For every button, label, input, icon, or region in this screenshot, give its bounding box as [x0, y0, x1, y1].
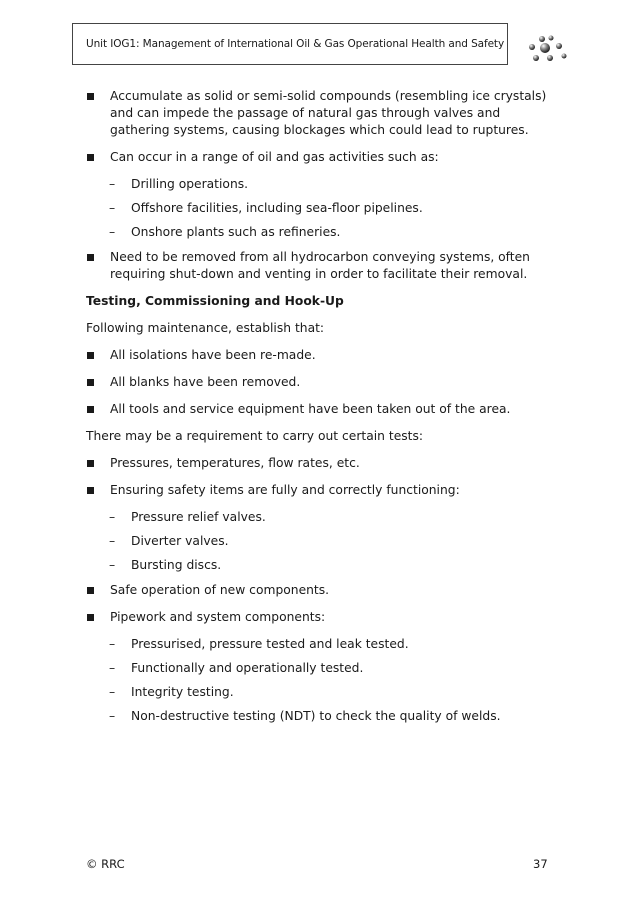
dash-bullet-icon: – — [109, 558, 116, 572]
square-bullet-icon — [87, 406, 94, 413]
square-bullet-icon — [87, 487, 94, 494]
square-bullet-icon — [87, 587, 94, 594]
bullet-item — [86, 88, 556, 139]
dash-text: Offshore facilities, including sea-floor pipelines. — [131, 201, 423, 215]
dash-bullet-icon: – — [109, 225, 116, 239]
running-header — [72, 23, 508, 65]
square-bullet-icon — [87, 254, 94, 261]
sub-bullet-item — [86, 533, 556, 550]
dash-text: Diverter valves. — [131, 534, 229, 548]
sub-bullet-item — [86, 636, 556, 653]
footer-page-number: 37 — [533, 857, 548, 871]
bullet-text: Ensuring safety items are fully and correctly functioning: — [110, 483, 460, 497]
dash-text: Pressure relief valves. — [131, 510, 266, 524]
bullet-item — [86, 455, 556, 472]
square-bullet-icon — [87, 352, 94, 359]
bullet-item — [86, 401, 556, 418]
dash-text: Integrity testing. — [131, 685, 234, 699]
bullet-text: Pipework and system components: — [110, 610, 326, 624]
bullet-item — [86, 609, 556, 626]
dash-bullet-icon: – — [109, 685, 116, 699]
dash-bullet-icon: – — [109, 510, 116, 524]
bullet-text: All isolations have been re-made. — [110, 348, 316, 362]
sub-bullet-item — [86, 176, 556, 193]
bullet-item — [86, 249, 556, 283]
sub-bullet-item — [86, 509, 556, 526]
bullet-item — [86, 582, 556, 599]
bullet-item — [86, 149, 556, 166]
bullet-text: All tools and service equipment have been taken out of the area. — [110, 402, 511, 416]
square-bullet-icon — [87, 460, 94, 467]
square-bullet-icon — [87, 93, 94, 100]
sub-bullet-item — [86, 684, 556, 701]
dash-bullet-icon: – — [109, 661, 116, 675]
square-bullet-icon — [87, 379, 94, 386]
heading-text: Testing, Commissioning and Hook-Up — [86, 294, 344, 308]
rrc-logo-icon — [526, 34, 570, 66]
sub-bullet-item — [86, 708, 556, 725]
dash-bullet-icon: – — [109, 534, 116, 548]
dash-bullet-icon: – — [109, 201, 116, 215]
section-heading — [86, 293, 556, 310]
dash-text: Functionally and operationally tested. — [131, 661, 364, 675]
dash-text: Drilling operations. — [131, 177, 249, 191]
bullet-text: Can occur in a range of oil and gas activities such as: — [110, 150, 439, 164]
bullet-item — [86, 347, 556, 364]
bullet-text: All blanks have been removed. — [110, 375, 301, 389]
footer-copyright: © RRC — [86, 857, 125, 871]
paragraph — [86, 320, 556, 337]
square-bullet-icon — [87, 154, 94, 161]
dash-text: Bursting discs. — [131, 558, 222, 572]
header-title: Unit IOG1: Management of International Oil & Gas Operational Health and Safety — [86, 38, 505, 50]
sub-bullet-item — [86, 224, 556, 241]
dash-bullet-icon: – — [109, 709, 116, 723]
sub-bullet-item — [86, 557, 556, 574]
sub-bullet-item — [86, 660, 556, 677]
sub-bullet-item — [86, 200, 556, 217]
bullet-text: Pressures, temperatures, flow rates, etc. — [110, 456, 360, 470]
dash-text: Non-destructive testing (NDT) to check the quality of welds. — [131, 709, 501, 723]
page-body — [86, 88, 556, 732]
para-text: There may be a requirement to carry out certain tests: — [86, 429, 424, 443]
bullet-item — [86, 374, 556, 391]
bullet-item — [86, 482, 556, 499]
dash-bullet-icon: – — [109, 637, 116, 651]
dash-text: Pressurised, pressure tested and leak tested. — [131, 637, 409, 651]
para-text: Following maintenance, establish that: — [86, 321, 325, 335]
square-bullet-icon — [87, 614, 94, 621]
bullet-text: Need to be removed from all hydrocarbon conveying systems, often requiring shut-down and venting in order to facilitate their removal. — [110, 250, 530, 281]
bullet-text: Accumulate as solid or semi-solid compounds (resembling ice crystals) and can impede the passage of natural gas through valves and gathering systems, causing blockages which could lead to ruptures. — [110, 89, 547, 137]
bullet-text: Safe operation of new components. — [110, 583, 330, 597]
paragraph — [86, 428, 556, 445]
dash-bullet-icon: – — [109, 177, 116, 191]
dash-text: Onshore plants such as refineries. — [131, 225, 341, 239]
